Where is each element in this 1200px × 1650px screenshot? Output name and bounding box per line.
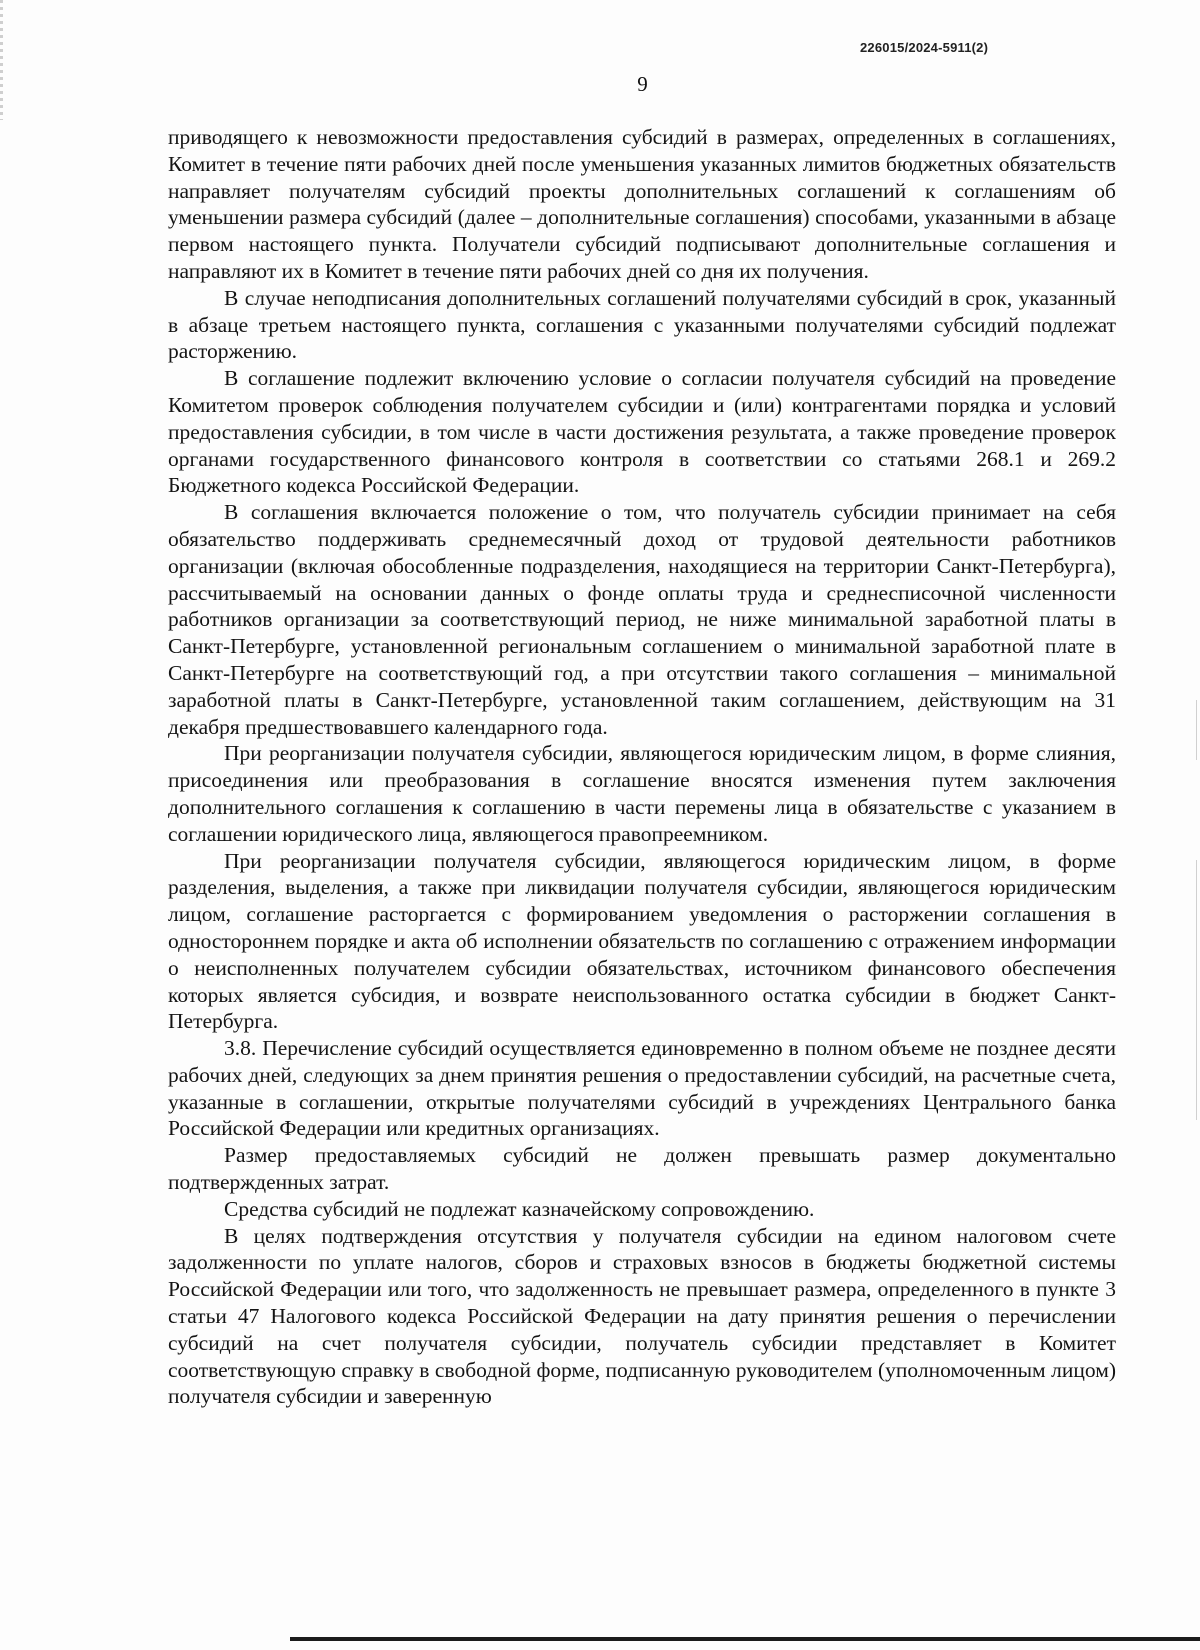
paragraph: При реорганизации получателя субсидии, являющегося юридическим лицом, в форме разделения, выделения, а также при ликвидации получателя субсидии, являющегося юридическим лицом, соглашение расторгается с формированием уведомления о расторжении соглашения в одностороннем порядке и акта об исполнении обязательств по соглашению с отражением информации о неисполненных получателем субсидии обязательствах, источником финансового обеспечения которых является субсидия, и возврате неиспользованного остатка субсидии в бюджет Санкт-Петербурга.: [168, 848, 1116, 1034]
scan-margin-mark: [1196, 700, 1197, 760]
scan-edge-mark: [0, 0, 3, 120]
paragraph-section-3-8: 3.8. Перечисление субсидий осуществляется единовременно в полном объеме не позднее десяти рабочих дней, следующих за днем принятия решения о предоставлении субсидий, на расчетные счета, указанные в соглашении, открытые получателями субсидий в учреждениях Центрального банка Российской Федерации или кредитных организациях.: [168, 1036, 1116, 1141]
paragraph: Размер предоставляемых субсидий не должен превышать размер документально подтвержденных затрат.: [168, 1143, 1116, 1195]
document-number: 226015/2024-5911(2): [860, 40, 989, 55]
bottom-rule: [290, 1637, 1200, 1641]
page-number: 9: [637, 72, 648, 96]
paragraph: В соглашение подлежит включению условие о согласии получателя субсидий на проведение Комитетом проверок соблюдения получателем субсидии и (или) контрагентами порядка и условий предоставления субсидии, в том числе в части достижения результата, а также проведение проверок органами государственного финансового контроля в соответствии со статьями 268.1 и 269.2 Бюджетного кодекса Российской Федерации.: [168, 366, 1116, 498]
paragraph: В случае неподписания дополнительных соглашений получателями субсидий в срок, указанный в абзаце третьем настоящего пункта, соглашения с указанными получателями субсидий подлежат расторжению.: [168, 285, 1116, 364]
paragraph: В соглашения включается положение о том, что получатель субсидии принимает на себя обязательство поддерживать среднемесячный доход от трудовой деятельности работников организации (включая обособленные подразделения, находящиеся на территории Санкт-Петербурга), рассчитываемый на основании данных о фонде оплаты труда и среднесписочной численности работников организации за соответствующий период, не ниже минимальной заработной платы в Санкт-Петербурге, установленной региональным соглашением о минимальной заработной плате в Санкт-Петербурге на соответствующий год, а при отсутствии такого соглашения – минимальной заработной платы в Санкт-Петербурге, установленной таким соглашением, действующим на 31 декабря предшествовавшего календарного года.: [168, 500, 1116, 739]
paragraph: В целях подтверждения отсутствия у получателя субсидии на едином налоговом счете задолженности по уплате налогов, сборов и страховых взносов в бюджеты бюджетной системы Российской Федерации или того, что задолженность не превышает размера, определенного в пункте 3 статьи 47 Налогового кодекса Российской Федерации на дату принятия решения о перечислении субсидий на счет получателя субсидии, получатель субсидии представляет в Комитет соответствующую справку в свободной форме, подписанную руководителем (уполномоченным лицом) получателя субсидии и заверенную: [168, 1223, 1116, 1409]
paragraph: При реорганизации получателя субсидии, являющегося юридическим лицом, в форме слияния, присоединения или преобразования в соглашение вносятся изменения путем заключения дополнительного соглашения к соглашению в части перемены лица в обязательстве с указанием в соглашении юридического лица, являющегося правопреемником.: [168, 741, 1116, 846]
paragraph-continuation: приводящего к невозможности предоставления субсидий в размерах, определенных в соглашениях, Комитет в течение пяти рабочих дней после уменьшения указанных лимитов бюджетных обязательств направляет получателям субсидий проекты дополнительных соглашений к соглашениям об уменьшении размера субсидий (далее – дополнительные соглашения) способами, указанными в абзаце первом настоящего пункта. Получатели субсидий подписывают дополнительные соглашения и направляют их в Комитет в течение пяти рабочих дней со дня их получения.: [168, 125, 1116, 283]
paragraph: Средства субсидий не подлежат казначейскому сопровождению.: [224, 1196, 815, 1221]
scan-margin-mark: [1196, 860, 1197, 1120]
document-body: [168, 124, 1116, 1410]
